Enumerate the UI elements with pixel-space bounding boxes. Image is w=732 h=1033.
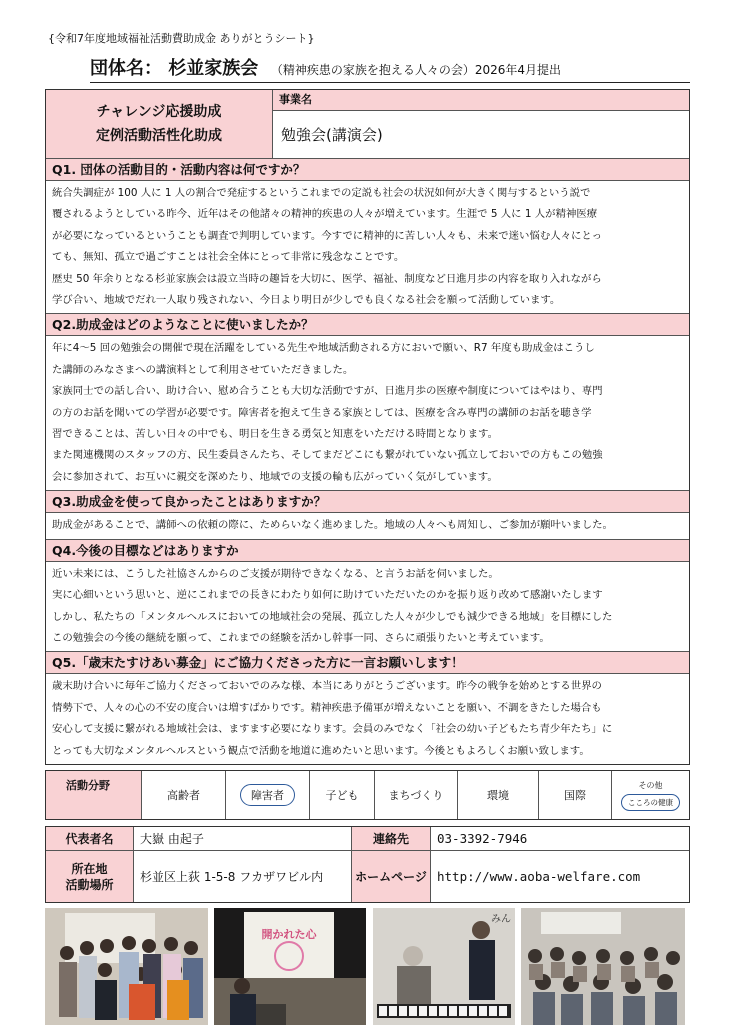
answer-line: 歳末助け合いに毎年ご協力くださっておいでのみな様、本当にありがとうございます。昨今の戦争を始めとする世界の [52,680,602,693]
answer-line: 家族同士での話し合い、助け合い、慰め合うことも大切な活動ですが、日進月歩の医療や制度についてはやはり、専門 [52,385,603,398]
question-1-answer [46,181,689,313]
page-title [90,54,690,83]
qa-section [46,159,689,764]
answer-line: また関連機関のスタッフの方、民生委員さんたち、そしてまだどこにも繋がれていない孤立しておいでの方もこの勉強 [52,449,603,462]
question-4-answer [46,562,689,652]
org-name: 団体名： 杉並家族会 [90,58,259,79]
music-photo [373,908,515,1025]
group-photo [45,908,208,1025]
project-block [273,90,689,158]
category-community: まちづくり [375,771,458,819]
category-label: 活動分野 [46,771,142,819]
answer-line: ても、無知、孤立で過ごすことは社会全体にとって非常に残念なことです。 [52,251,405,264]
answer-line: 覆されるようとしている昨今、近年はその他諸々の精神的疾患の人々が増えています。生涯で 5 人に 1 人が精神医療 [52,208,598,221]
project-label: 事業名 [273,90,689,111]
answer-line: しかし、私たちの「メンタルヘルスにおいての地域社会の発展、孤立した人々が少しでも減少できる地域」を目標にした [52,610,613,623]
answer-line: 実に心細いという思いと、逆にこれまでの長きにわたり如何に助けていただいたのかを振り返り改めて感謝いたします [52,589,603,602]
question-1-heading: Q1. 団体の活動目的・活動内容は何ですか？ [46,159,689,181]
question-3-answer [46,513,689,538]
audience-photo [521,908,685,1025]
grant-type-line1: チャレンジ応援助成 [96,104,222,120]
category-environment: 環境 [458,771,539,819]
grant-type [46,90,273,158]
answer-line: 歴史 50 年余りとなる杉並家族会は設立当時の趣旨を大切に、医学、福祉、制度など日進月歩の内容を取り入れながら [52,272,602,285]
answer-line: 安心して支援に繋がれる地域社会は、ますます必要になります。会員のみでなく「社会の幼い子どもたち青少年たち」に [52,723,613,736]
answer-line: 近い未来には、こうした社協さんからのご支援が期待できなくなる、と言うお話を伺いました。 [52,567,499,580]
rep-value: 大嶽 由起子 [134,827,352,851]
grant-header [46,90,689,159]
answer-line: とっても大切なメンタルヘルスという観点で活動を地道に進めたいと思います。今後ともよろしくお願い致します。 [52,744,590,757]
other-label: その他 [638,780,663,790]
answer-line: 助成金があることで、講師への依頼の際に、ためらいなく進めました。地域の人々へも周知し、ご参加が願叶いました。 [52,519,613,532]
other-value: こころの健康 [621,794,680,811]
lecture-photo [214,908,366,1025]
answer-line: 習できることは、苦しい日々の中でも、明日を生きる勇気と知恵をいただける時間となります。 [52,428,498,441]
category-children: 子ども [310,771,375,819]
report-table [45,89,690,765]
answer-line: 年に4～5 回の勉強会の開催で現在活躍をしている先生や地域活動される方においで願い、R7 年度も助成金はこうし [52,342,595,355]
answer-line: の方のお話を聞いての学習が必要です。障害者を抱えて生きる家族としては、医療を含み専門の講師のお話を聴き学 [52,406,592,419]
question-5-answer [46,674,689,764]
homepage-link[interactable]: http://www.aoba-welfare.com [437,869,641,884]
answer-line: 会に参加されて、お互いに親交を深めたり、地域での支援の輪も広がっていく気がしています。 [52,470,498,483]
title-subtitle: （精神疾患の家族を抱える人々の会）2026年4月提出 [270,63,562,77]
category-disabled [226,771,310,819]
slide-title: 開かれた心 [261,928,317,941]
activity-categories [45,770,690,820]
contact-value: 03-3392-7946 [431,827,689,851]
question-4-heading: Q4.今後の目標などはありますか [46,539,689,562]
homepage-label: ホームページ [352,851,431,902]
question-2-answer [46,336,689,490]
corner-text: みん [491,914,511,925]
contact-info [45,826,690,903]
project-value: 勉強会(講演会) [281,126,383,144]
contact-label: 連絡先 [352,827,431,851]
category-other [612,771,689,819]
question-3-heading: Q3.助成金を使って良かったことはありますか？ [46,490,689,513]
selected-category-oval: 障害者 [240,784,295,806]
answer-line: 統合失調症が 100 人に 1 人の割合で発症するというこれまでの定説も社会の状況如何が大きく関与するという説で [52,187,591,199]
address-label: 所在地 活動場所 [46,851,134,902]
answer-line: が必要になっているということも調査で判明しています。今すでに精神的に苦しい人々も、未来で迷い悩む人々にとっ [52,229,602,242]
grant-type-line2: 定例活動活性化助成 [96,128,222,144]
answer-line: この勉強会の今後の継続を願って、これまでの経験を活かし幹事一同、さらに頑張りたいと考えています。 [52,631,550,644]
answer-line: 情勢下で、人々の心の不安の度合いは増すばかりです。精神疾患予備軍が増えないことを願い、不調をきたした場合も [52,701,602,714]
answer-line: た講師のみなさまへの講演料として利用させていただきました。 [52,363,354,376]
top-note: {令和7年度地域福祉活動費助成金 ありがとうシート} [48,32,315,45]
category-elderly: 高齢者 [142,771,226,819]
rep-label: 代表者名 [46,827,134,851]
question-2-heading: Q2.助成金はどのようなことに使いましたか？ [46,313,689,336]
address-value: 杉並区上荻 1-5-8 フカザワビル内 [134,851,352,902]
category-international: 国際 [539,771,612,819]
question-5-heading: Q5.「歳末たすけあい募金」にご協力くださった方に一言お願いします！ [46,651,689,674]
answer-line: 学び合い、地域でだれ一人取り残されない、今日より明日が少しでも良くなる社会を願って活動しています。 [52,294,561,307]
